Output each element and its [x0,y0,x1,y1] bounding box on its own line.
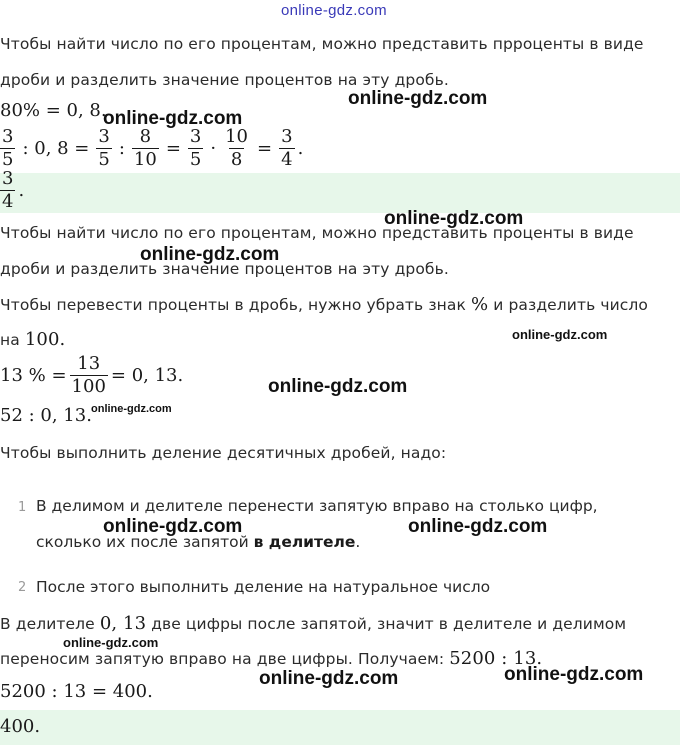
answer-band-1 [0,173,680,213]
fraction: $\frac{10}{8}$ [225,126,249,170]
fraction: $\frac{3}{5}$ [189,126,202,170]
equation-1-text: 80% = 0, 8. [0,100,107,121]
equation-2 [0,128,303,169]
list-item-1-number: 1 [18,500,27,515]
fraction: $\frac{3}{4}$ [281,126,293,170]
paragraph-5-line-2: переносим запятую вправо на две цифры. Получаем: 5200 : 13. [0,648,543,669]
equation-3 [0,355,183,396]
paragraph-1-line-1: Чтобы найти число по его процентам, можно представить прроценты в виде [0,35,644,53]
operator: = [165,138,181,159]
paragraph-2-line-2: дроби и разделить значение процентов на эту дробь. [0,260,449,278]
fraction: $\frac{8}{10}$ [133,126,157,170]
equation-2-part: : 0, 8 = [22,138,90,159]
watermark: online-gdz.com [384,208,524,229]
answer-1 [0,170,24,211]
division-expression: 5200 : 13. [449,648,543,669]
equation-3-left: 13 % = [0,365,67,386]
number-100: 100. [24,329,66,350]
divisor-number: 0, 13 [99,613,147,634]
top-watermark: online-gdz.com [281,2,387,19]
watermark: online-gdz.com [103,516,243,537]
equation-4-text: 52 : 0, 13. [0,405,92,426]
fraction: $\frac{3}{5}$ [98,126,110,170]
equation-5 [0,681,153,702]
watermark: online-gdz.com [408,516,548,537]
paragraph-5-line-1: В делителе 0, 13 две цифры после запятой, значит в делителе и делимом [0,613,627,634]
operator: = [257,138,273,159]
answer-band-2 [0,710,680,745]
equation-5-text: 5200 : 13 = 400. [0,681,153,702]
paragraph-4: Чтобы выполнить деление десятичных дробей, надо: [0,444,447,462]
list-item-2-number: 2 [18,580,27,595]
period: . [297,138,304,159]
answer-1-fraction: $\frac{3}{4}$ [2,168,14,212]
watermark: online-gdz.com [103,108,243,129]
equation-1 [0,100,107,121]
paragraph-3-line-1: Чтобы перевести проценты в дробь, нужно убрать знак % и разделить число [0,294,648,315]
watermark: online-gdz.com [91,403,172,415]
watermark: online-gdz.com [268,376,408,397]
paragraph-3-line-2: на 100. [0,329,66,350]
watermark: online-gdz.com [63,635,159,650]
list-item-1-line-2: сколько их после запятой в делителе. [36,533,361,551]
watermark: online-gdz.com [512,327,608,342]
paragraph-1-line-2: дроби и разделить значение процентов на эту дробь. [0,71,449,89]
paragraph-2-line-1: Чтобы найти число по его процентам, можно представить проценты в виде [0,224,634,242]
list-item-2-line-1: После этого выполнить деление на натуральное число [36,578,491,596]
operator: · [210,138,217,159]
answer-2 [0,716,40,737]
equation-3-right: = 0, 13. [110,365,184,386]
watermark: online-gdz.com [348,88,488,109]
operator: : [118,138,125,159]
watermark: online-gdz.com [259,668,399,689]
answer-2-text: 400. [0,716,41,737]
fraction: $\frac{13}{100}$ [71,353,106,397]
percent-symbol: % [471,294,489,315]
period: . [18,180,25,201]
equation-4 [0,405,92,426]
watermark: online-gdz.com [140,244,280,265]
fraction: $\frac{3}{5}$ [2,126,14,170]
list-item-1-line-1: В делимом и делителе перенести запятую вправо на столько цифр, [36,497,598,515]
watermark: online-gdz.com [504,664,644,685]
